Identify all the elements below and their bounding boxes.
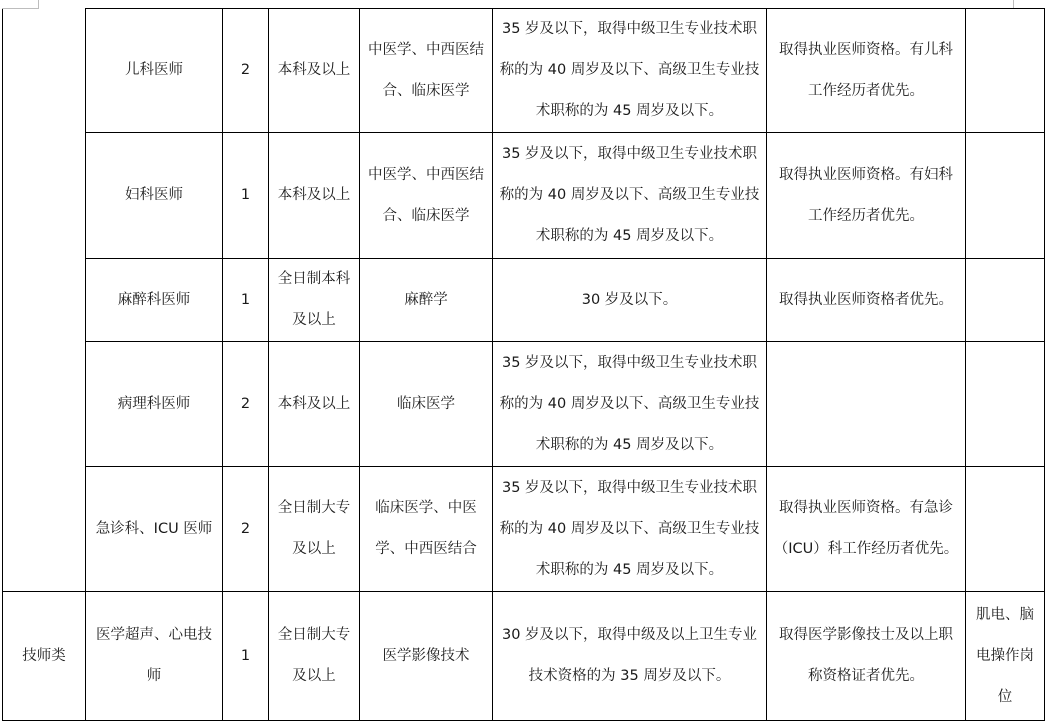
- position-cell: 医学超声、心电技师: [86, 592, 223, 721]
- position-cell: 麻醉科医师: [86, 259, 223, 342]
- age-requirement-cell: 35 岁及以下，取得中级卫生专业技术职称的为 40 周岁及以下、高级卫生专业技术职称的为 45 周岁及以下。: [493, 342, 767, 467]
- other-requirement-cell: 取得执业医师资格。有儿科工作经历者优先。: [767, 9, 966, 133]
- table-row: [3, 9, 1045, 133]
- count-cell: 2: [223, 342, 269, 467]
- education-cell: 全日制本科及以上: [269, 259, 360, 342]
- major-cell: 临床医学: [360, 342, 493, 467]
- note-cell: [966, 342, 1045, 467]
- position-cell: 病理科医师: [86, 342, 223, 467]
- other-requirement-cell: 取得执业医师资格。有妇科工作经历者优先。: [767, 133, 966, 259]
- table-row: [3, 259, 1045, 342]
- age-requirement-cell: 30 岁及以下。: [493, 259, 767, 342]
- education-cell: 本科及以上: [269, 9, 360, 133]
- age-requirement-cell: 35 岁及以下，取得中级卫生专业技术职称的为 40 周岁及以下、高级卫生专业技术职称的为 45 周岁及以下。: [493, 133, 767, 259]
- count-cell: 1: [223, 133, 269, 259]
- education-cell: 本科及以上: [269, 133, 360, 259]
- recruitment-table: [2, 8, 1045, 721]
- age-requirement-cell: 35 岁及以下，取得中级卫生专业技术职称的为 40 周岁及以下、高级卫生专业技术职称的为 45 周岁及以下。: [493, 467, 767, 592]
- table-row: [3, 342, 1045, 467]
- position-cell: 妇科医师: [86, 133, 223, 259]
- major-cell: 麻醉学: [360, 259, 493, 342]
- age-requirement-cell: 35 岁及以下，取得中级卫生专业技术职称的为 40 周岁及以下、高级卫生专业技术职称的为 45 周岁及以下。: [493, 9, 767, 133]
- count-cell: 2: [223, 467, 269, 592]
- education-cell: 全日制大专及以上: [269, 467, 360, 592]
- position-cell: 急诊科、ICU 医师: [86, 467, 223, 592]
- major-cell: 临床医学、中医学、中西医结合: [360, 467, 493, 592]
- education-cell: 全日制大专及以上: [269, 592, 360, 721]
- note-cell: [966, 9, 1045, 133]
- category-cell-empty: [3, 9, 86, 592]
- count-cell: 2: [223, 9, 269, 133]
- education-cell: 本科及以上: [269, 342, 360, 467]
- major-cell: 医学影像技术: [360, 592, 493, 721]
- note-cell: 肌电、脑电操作岗位: [966, 592, 1045, 721]
- category-cell: 技师类: [3, 592, 86, 721]
- other-requirement-cell: 取得医学影像技士及以上职称资格证者优先。: [767, 592, 966, 721]
- other-requirement-cell: 取得执业医师资格。有急诊（ICU）科工作经历者优先。: [767, 467, 966, 592]
- note-cell: [966, 133, 1045, 259]
- note-cell: [966, 259, 1045, 342]
- table-row: [3, 592, 1045, 721]
- major-cell: 中医学、中西医结合、临床医学: [360, 133, 493, 259]
- count-cell: 1: [223, 592, 269, 721]
- other-requirement-cell: 取得执业医师资格者优先。: [767, 259, 966, 342]
- count-cell: 1: [223, 259, 269, 342]
- note-cell: [966, 467, 1045, 592]
- table-row: [3, 467, 1045, 592]
- other-requirement-cell: [767, 342, 966, 467]
- major-cell: 中医学、中西医结合、临床医学: [360, 9, 493, 133]
- age-requirement-cell: 30 岁及以下，取得中级及以上卫生专业技术资格的为 35 周岁及以下。: [493, 592, 767, 721]
- position-cell: 儿科医师: [86, 9, 223, 133]
- table-row: [3, 133, 1045, 259]
